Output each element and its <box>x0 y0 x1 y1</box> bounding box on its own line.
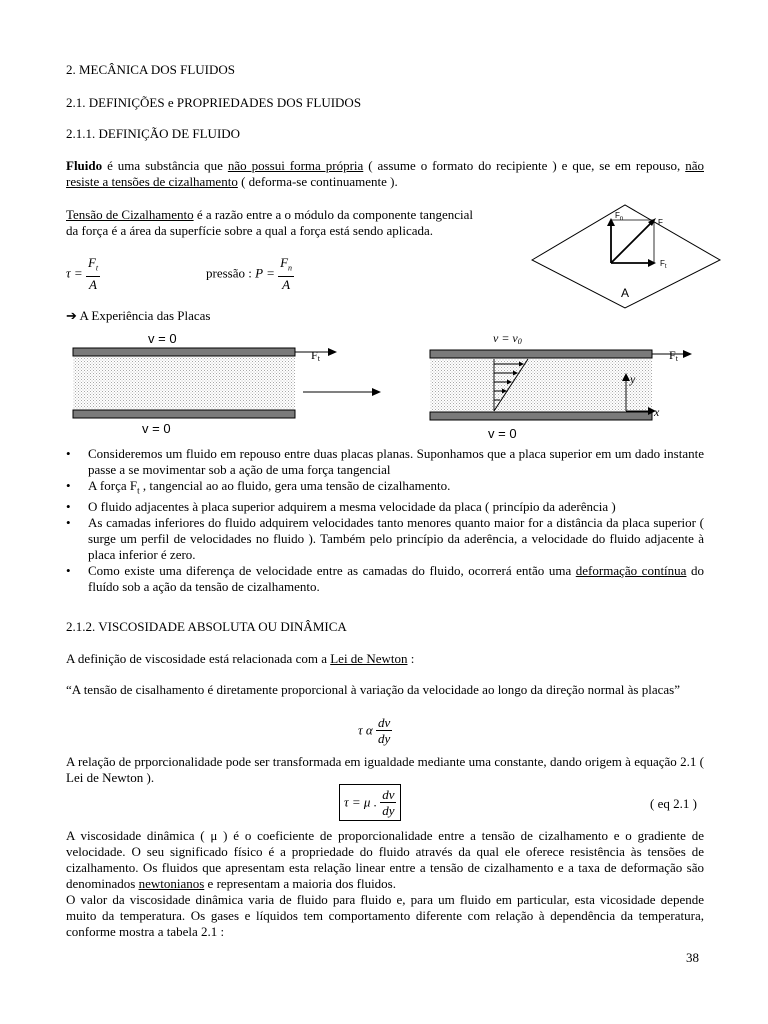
right-top-velocity: v = v0 <box>493 331 522 346</box>
shear-formula <box>66 255 100 292</box>
section-heading: 2.1. DEFINIÇÕES e PROPRIEDADES DOS FLUIDOS <box>66 95 362 110</box>
newton-quote: “A tensão de cisalhamento é diretamente proporcional à variação da velocidade ao longo da direção normal às placas” <box>66 682 680 697</box>
list-item: • Consideremos um fluido em repouso entre duas placas planas. Suponhamos que a placa superior em um dado instante passe a se movimentar sob a ação de uma força tangencial <box>66 446 704 478</box>
x-axis-label: x <box>654 405 660 419</box>
area-label: A <box>621 286 630 300</box>
left-top-velocity: v = 0 <box>148 331 177 346</box>
underlined-text: deformação contínua <box>575 562 687 578</box>
subscript: n <box>288 263 293 273</box>
tau-alpha: τ α <box>358 722 373 738</box>
underlined-text: newtonianos <box>138 876 205 891</box>
subscript: t <box>95 263 99 273</box>
newton-law-link: Lei de Newton <box>330 651 408 666</box>
text: é uma substância que <box>102 158 228 173</box>
numerator: F <box>280 255 289 270</box>
text: : <box>407 651 415 666</box>
proportionality-formula <box>358 715 392 746</box>
newton-equation-box <box>339 784 401 821</box>
p-symbol: P = <box>255 265 275 281</box>
equation-label: ( eq 2.1 ) <box>650 796 697 811</box>
text: A viscosidade dinâmica ( μ ) é o coeficiente de proporcionalidade entre a tensão de cizalhamento e o gradiente de velocidade. O seu significado físico é a propriedade do fluido através da qual ele oferece resistência às tensões de cizalhamento. Os fluidos que apresentam esta relação linear entre a tensão de cizalhamento e a taxa de deformação são denominados <box>66 828 704 891</box>
fraction <box>278 255 294 292</box>
arrowhead <box>648 259 656 267</box>
text: do fluído sob a ação da tensão de cizalhamento. <box>88 562 705 594</box>
numerator: dv <box>382 787 395 802</box>
pressure-label: pressão : <box>206 265 252 281</box>
y-axis-label: y <box>630 372 636 386</box>
left-force-label: Ft <box>311 348 320 363</box>
fraction <box>376 715 392 746</box>
list-item <box>66 563 704 595</box>
viscosity-explanation <box>66 828 704 892</box>
left-fluid <box>73 357 295 409</box>
right-top-plate <box>430 350 652 358</box>
left-bottom-plate <box>73 410 295 418</box>
viscosity-intro <box>66 651 414 667</box>
arrowhead <box>372 388 381 396</box>
shear-definition-line1 <box>66 207 473 223</box>
list-item: • O fluido adjacentes à placa superior adquirem a mesma velocidade da placa ( princípio da aderência ) <box>66 499 704 515</box>
text: Como existe uma diferença de velocidade entre as camadas do fluido, ocorrerá então uma <box>88 562 576 578</box>
temperature-paragraph: O valor da viscosidade dinâmica varia de fluido para fluido e, para um fluido em particular, esta vicosidade depende muito da temperatura. Os gases e líquidos tem comportamento diferente com relação à dependência da temperatura, conforme mostra a tabela 2.1 : <box>66 892 704 939</box>
subscript: t <box>137 485 140 496</box>
plates-title-text: A Experiência das Placas <box>79 308 211 323</box>
equation-intro: A relação de prporcionalidade pode ser transformada em igualdade mediante uma constante, dando origem à equação 2.1 ( Lei de Newton ). <box>66 754 704 785</box>
chapter-heading: 2. MECÂNICA DOS FLUIDOS <box>66 62 236 77</box>
experiment-bullet-list <box>66 446 704 595</box>
viscosity-heading: 2.1.2. VISCOSIDADE ABSOLUTA OU DINÂMICA <box>66 619 347 634</box>
fn-label: $F_n$ <box>615 211 624 222</box>
text: , tangencial ao ao fluido, gera uma tensão de cizalhamento. <box>139 478 451 493</box>
right-fluid <box>430 359 652 411</box>
right-force-label: Ft <box>669 348 678 363</box>
equation-lhs: τ = μ . <box>344 794 377 810</box>
numerator: dv <box>377 715 391 730</box>
arrowhead <box>607 218 615 226</box>
page-number: 38 <box>686 950 699 965</box>
plates-title <box>66 308 211 324</box>
fraction <box>380 787 396 818</box>
f-label: F <box>658 218 663 227</box>
denominator: dy <box>382 803 395 818</box>
text: ( assume o formato do recipiente ) e que, se em repouso, <box>363 158 686 173</box>
fluid-definition <box>66 158 704 190</box>
ft-label: $F_t$ <box>660 259 667 270</box>
fraction <box>86 255 100 292</box>
fluid-term: Fluido <box>66 158 103 173</box>
denominator: A <box>282 276 291 292</box>
list-item <box>66 478 704 499</box>
right-bottom-plate <box>430 412 652 420</box>
arrowhead <box>683 350 692 358</box>
tau-symbol: τ = <box>66 265 83 281</box>
text: A definição de viscosidade está relacionada com a <box>66 651 331 666</box>
shear-term: Tensão de Cizalhamento <box>66 207 194 222</box>
plates-experiment-diagram <box>60 328 700 443</box>
shear-definition-line2: da força é a área da superfície sobre a qual a força está sendo aplicada. <box>66 223 434 238</box>
numerator: F <box>87 255 96 270</box>
right-arrow-icon: ➔ <box>66 308 77 323</box>
pressure-formula <box>206 255 294 292</box>
right-bottom-velocity: v = 0 <box>488 426 517 441</box>
underlined-text: não possui forma própria <box>227 158 364 173</box>
denominator: dy <box>377 731 391 746</box>
denominator: A <box>89 276 97 292</box>
text: A força F <box>88 478 138 493</box>
subsection-heading: 2.1.1. DEFINIÇÃO DE FLUIDO <box>66 126 241 141</box>
text: é a razão entre a o módulo da componente tangencial <box>193 207 473 222</box>
underlined-text: não resiste a tensões de cizalhamento <box>66 158 704 189</box>
f-vector <box>611 220 654 263</box>
text: ( deforma-se continuamente ). <box>237 174 398 189</box>
force-on-area-diagram <box>525 200 725 310</box>
list-item: • As camadas inferiores do fluido adquirem velocidades tanto menores quanto maior for a distância da placa superior ( surge um perfil de velocidades no fluido ). Também pelo princípio da aderência, a velocidade do fluido adjacente à placa inferior é zero. <box>66 515 704 563</box>
left-bottom-velocity: v = 0 <box>142 421 171 436</box>
left-top-plate <box>73 348 295 356</box>
text: e representam a maioria dos fluidos. <box>204 876 396 891</box>
arrowhead <box>328 348 337 356</box>
